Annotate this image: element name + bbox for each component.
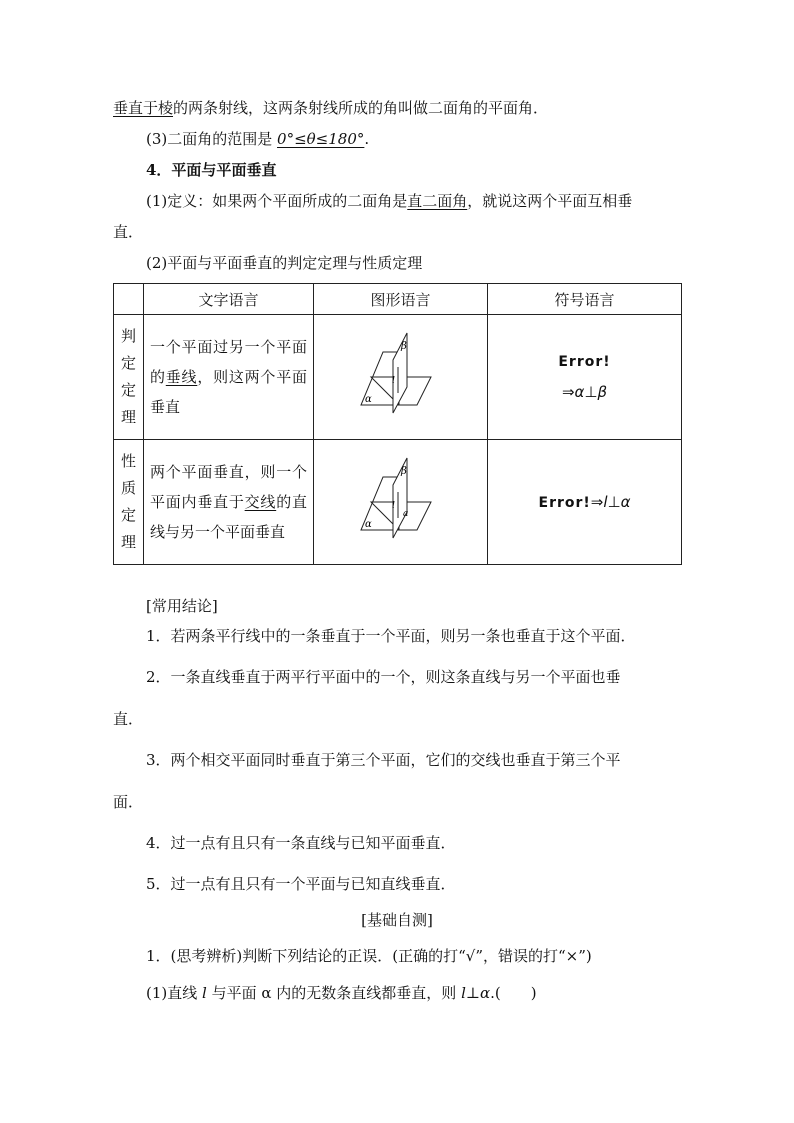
criterion-figure-cell <box>314 315 488 440</box>
definition-line-1 <box>146 191 632 211</box>
conclusion-item-4: 4．过一点有且只有一条直线与已知平面垂直． <box>146 834 456 852</box>
property-text-part-1: 两个平面垂直，则一个平面内垂直于 <box>150 463 307 511</box>
row-label-char: 定 <box>120 354 136 372</box>
row-label-char: 定 <box>120 381 136 399</box>
question-1-1-answer-blank: .( ) <box>490 984 537 1002</box>
criterion-symbol-result: ⇒α⊥β <box>561 383 608 401</box>
row-label-criterion <box>114 315 144 440</box>
question-1-1-conclusion: l⊥α <box>461 984 491 1002</box>
dihedral-range <box>146 129 369 149</box>
alpha-label: α <box>364 519 372 530</box>
conclusion-item-3-cont: 面． <box>113 793 144 811</box>
theorem-table <box>113 283 682 565</box>
row-label-char: 判 <box>120 327 136 345</box>
definition-part-2: ，就说这两个平面互相垂 <box>467 192 633 210</box>
theorem-subheading: (2)平面与平面垂直的判定定理与性质定理 <box>146 254 423 272</box>
intro-line-1-rest: 的两条射线，这两条射线所成的角叫做二面角的平面角． <box>173 99 549 117</box>
criterion-symbol-cell <box>488 315 682 440</box>
section-4-heading: 4．平面与平面垂直 <box>146 161 277 179</box>
perpendicular-line-term: 垂线 <box>165 368 198 386</box>
range-prefix: (3)二面角的范围是 <box>146 130 278 148</box>
row-label-char: 理 <box>120 408 136 426</box>
criterion-text <box>144 315 314 440</box>
criterion-error-text: Error! <box>558 354 611 370</box>
intro-line-1 <box>113 98 548 118</box>
table-row-criterion <box>114 315 682 440</box>
beta-label: β <box>400 466 407 477</box>
conclusion-item-2: 2．一条直线垂直于两平行平面中的一个，则这条直线与另一个平面也垂 <box>146 668 621 686</box>
property-symbol-cell <box>488 440 682 565</box>
row-label-char: 理 <box>120 533 136 551</box>
header-corner <box>114 284 144 315</box>
perpendicular-to-edge: 垂直于棱 <box>113 99 174 117</box>
criterion-plane-figure <box>341 325 461 425</box>
l-label: l <box>391 501 395 511</box>
range-end: . <box>364 130 370 148</box>
l-label: l <box>391 376 395 386</box>
property-symbol-result: ⇒l⊥α <box>590 493 631 511</box>
line-l: l <box>202 984 207 1002</box>
row-label-char: 性 <box>120 452 136 470</box>
intersection-line-term: 交线 <box>244 493 277 511</box>
property-text <box>144 440 314 565</box>
row-label-char: 定 <box>120 506 136 524</box>
conclusion-item-3: 3．两个相交平面同时垂直于第三个平面，它们的交线也垂直于第三个平 <box>146 751 621 769</box>
alpha-label: α <box>364 394 372 405</box>
property-plane-figure <box>341 450 461 550</box>
criterion-text-part-1: 一个平面过另一个平面的 <box>150 338 307 386</box>
header-graphic-language: 图形语言 <box>314 284 488 315</box>
beta-label: β <box>400 341 407 352</box>
row-label-property <box>114 440 144 565</box>
question-1: 1．(思考辨析)判断下列结论的正误．(正确的打“√”，错误的打“×”) <box>146 947 592 965</box>
a-label: a <box>402 509 408 519</box>
self-test-heading: [基础自测] <box>361 911 433 929</box>
property-error-text: Error! <box>538 495 591 511</box>
conclusion-item-2-cont: 直． <box>113 710 144 728</box>
property-text-part-2: 的直线与另一个平面垂直 <box>150 493 307 541</box>
question-1-1 <box>146 983 537 1003</box>
conclusion-item-1: 1．若两条平行线中的一条垂直于一个平面，则另一条也垂直于这个平面． <box>146 627 636 645</box>
header-text-language: 文字语言 <box>144 284 314 315</box>
property-figure-cell <box>314 440 488 565</box>
question-1-1-part-1: (1)直线 <box>146 984 203 1002</box>
table-header-row <box>114 284 682 315</box>
range-value: 0°≤θ≤180° <box>277 130 365 148</box>
question-1-1-part-2: 与平面 α 内的无数条直线都垂直，则 <box>206 984 462 1002</box>
conclusion-item-5: 5．过一点有且只有一个平面与已知直线垂直． <box>146 875 456 893</box>
conclusions-heading: [常用结论] <box>146 597 218 615</box>
definition-line-2: 直． <box>113 223 144 241</box>
criterion-text-part-2: ，则这两个平面垂直 <box>150 368 307 416</box>
definition-part-1: (1)定义：如果两个平面所成的二面角是 <box>146 192 408 210</box>
right-dihedral-angle: 直二面角 <box>407 192 468 210</box>
row-label-char: 质 <box>120 479 136 497</box>
table-row-property <box>114 440 682 565</box>
header-symbol-language: 符号语言 <box>488 284 682 315</box>
